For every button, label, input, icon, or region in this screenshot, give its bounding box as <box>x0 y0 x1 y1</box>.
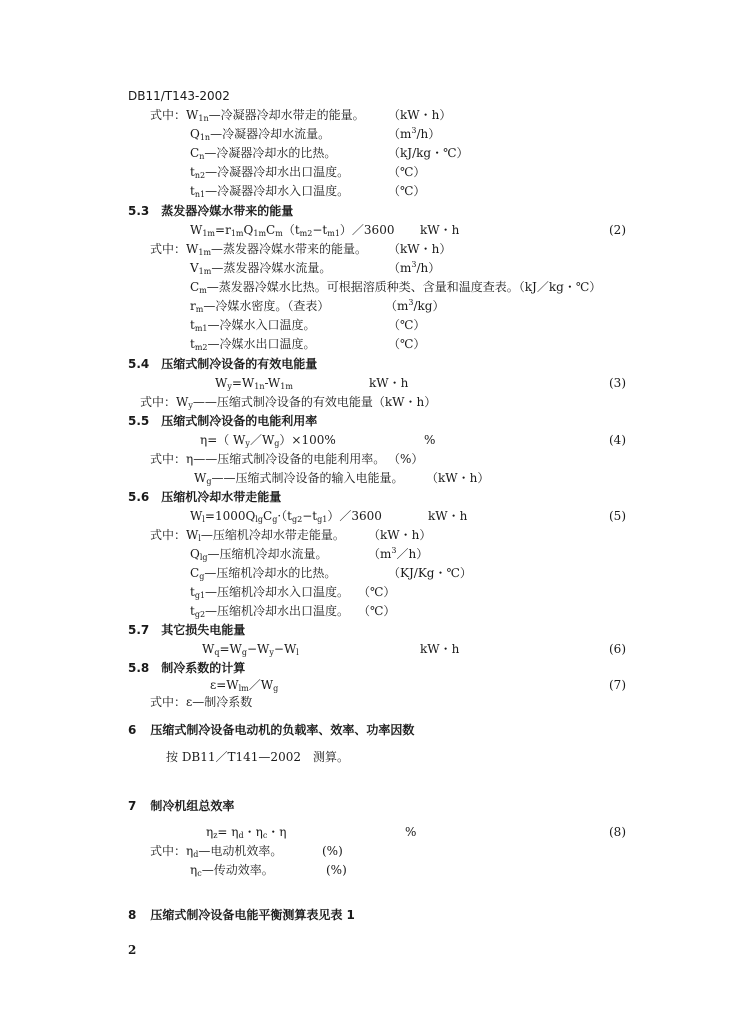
definition-tm1: $t_{m1}—$冷媒水入口温度。 （℃） <box>190 318 426 333</box>
unit: （kW・h） <box>426 471 490 485</box>
unit: kW・h <box>420 642 460 656</box>
formula-4: η=（ $W_y/W_g)\times 100\%$ % (4) <box>200 433 626 448</box>
definition-wl: 式中：$W_l—$压缩机冷却水带走能量。 （kW・h） <box>150 528 432 543</box>
section-6-body: 按 DB11／T141—2002 测算。 <box>166 750 349 764</box>
unit: （℃） <box>358 604 396 618</box>
unit: （℃） <box>358 585 396 599</box>
unit: kW・h <box>369 376 409 390</box>
definition-q1n: $Q_{1n}—$冷凝器冷却水流量。 $(m^3/h)$ <box>190 126 441 142</box>
unit: kW・h <box>420 223 460 237</box>
formula-2: $W_{1m}=r_{1m}Q_{1m}C_m(t_{m2}-t_{m1})/3600$ kW・h (2) <box>190 223 626 238</box>
unit: % <box>424 433 436 447</box>
definition-qlg: $Q_{lg}—$压缩机冷却水流量。 $(m^3/h)$ <box>190 546 429 562</box>
equation-number: (2) <box>609 223 626 237</box>
equation-number: (6) <box>609 642 626 656</box>
section-7-heading: 7 制冷机组总效率 <box>128 799 235 813</box>
section-5-4-heading: 5.4 压缩式制冷设备的有效电能量 <box>128 357 318 371</box>
unit: $(m^3/h)$ <box>368 546 429 561</box>
section-5-7-heading: 5.7 其它损失电能量 <box>128 623 246 637</box>
unit: （KJ/Kg・℃） <box>388 566 472 580</box>
unit: （℃） <box>388 165 426 179</box>
definition-cm: $C_m—$蒸发器冷媒水比热。可根据溶质种类、含量和温度查表。（kJ／kg・℃） <box>190 280 602 295</box>
section-5-8-heading: 5.8 制冷系数的计算 <box>128 661 246 675</box>
definition-eta: 式中：η——压缩式制冷设备的电能利用率。 （%） <box>150 452 424 466</box>
definition-cn: $C_n—$冷凝器冷却水的比热。 （kJ/kg・℃） <box>190 146 469 161</box>
equation-number: (3) <box>609 376 626 390</box>
unit: $(m^3/h)$ <box>388 126 441 141</box>
definition-tm2: $t_{m2}—$冷媒水出口温度。 （℃） <box>190 337 426 352</box>
section-8-heading: 8 压缩式制冷设备电能平衡测算表见表 1 <box>128 908 355 922</box>
definition-w1n: 式中：$W_{1n}—$冷凝器冷却水带走的能量。 （kW・h） <box>150 108 452 123</box>
equation-number: (8) <box>609 825 626 839</box>
definition-wg: $W_g——$压缩式制冷设备的输入电能量。 （kW・h） <box>194 471 490 486</box>
unit: （℃） <box>388 318 426 332</box>
definition-wy: 式中：$W_y——$压缩式制冷设备的有效电能量（kW・h） <box>140 395 437 410</box>
unit: （kJ/kg・℃） <box>388 146 469 160</box>
formula-5: $W_l=1000Q_{lg}C_g\cdot(t_{g2}-t_{g1})/3600$ kW・h (5) <box>190 509 626 524</box>
unit: kW・h <box>428 509 468 523</box>
unit: （kW・h） <box>368 528 432 542</box>
unit: $(m^3/kg)$ <box>385 298 445 313</box>
definition-tn1: $t_{n1}—$冷凝器冷却水入口温度。 （℃） <box>190 184 426 199</box>
unit: (%) <box>326 863 347 877</box>
formula-8: $\eta_z= \eta_d$・$\eta_c$・η % (8) <box>206 825 626 840</box>
definition-cg: $C_g—$压缩机冷却水的比热。 （KJ/Kg・℃） <box>190 566 472 581</box>
definition-tg1: $t_{g1}—$压缩机冷却水入口温度。 （℃） <box>190 585 396 600</box>
definition-epsilon: 式中：ε—制冷系数 <box>150 695 253 709</box>
unit: (%) <box>322 844 343 858</box>
section-6-heading: 6 压缩式制冷设备电动机的负载率、效率、功率因数 <box>128 723 415 737</box>
definition-eta-d: 式中：$\eta_d—$电动机效率。 (%) <box>150 844 343 859</box>
formula-6: $W_q=W_g-W_y-W_l$ kW・h (6) <box>202 642 626 657</box>
equation-number: (7) <box>609 678 626 692</box>
doc-id-header: DB11/T143-2002 <box>128 89 230 103</box>
unit: $(m^3/h)$ <box>388 260 441 275</box>
definition-rm: $r_m—$冷媒水密度。（查表） $(m^3/kg)$ <box>190 298 445 314</box>
section-5-3-heading: 5.3 蒸发器冷媒水带来的能量 <box>128 204 294 218</box>
definition-v1m: $V_{1m}—$蒸发器冷媒水流量。 $(m^3/h)$ <box>190 260 441 276</box>
page-number: 2 <box>128 943 137 957</box>
definition-tn2: $t_{n2}—$冷凝器冷却水出口温度。 （℃） <box>190 165 426 180</box>
definition-w1m: 式中：$W_{1m}—$蒸发器冷媒水带来的能量。 （kW・h） <box>150 242 452 257</box>
unit: （kW・h） <box>388 108 452 122</box>
definition-eta-c: $\eta_c—$传动效率。 (%) <box>190 863 347 878</box>
formula-7: $\varepsilon=W_{lm}/W_g$ (7) <box>210 678 626 693</box>
unit: （%） <box>388 452 424 466</box>
unit: % <box>405 825 417 839</box>
unit: （kW・h） <box>388 242 452 256</box>
unit: （℃） <box>388 337 426 351</box>
section-5-6-heading: 5.6 压缩机冷却水带走能量 <box>128 490 282 504</box>
equation-number: (4) <box>609 433 626 447</box>
unit: （℃） <box>388 184 426 198</box>
formula-3: $W_y=W_{1n}-W_{1m}$ kW・h (3) <box>215 376 626 391</box>
definition-tg2: $t_{g2}—$压缩机冷却水出口温度。 （℃） <box>190 604 396 619</box>
section-5-5-heading: 5.5 压缩式制冷设备的电能利用率 <box>128 414 318 428</box>
equation-number: (5) <box>609 509 626 523</box>
